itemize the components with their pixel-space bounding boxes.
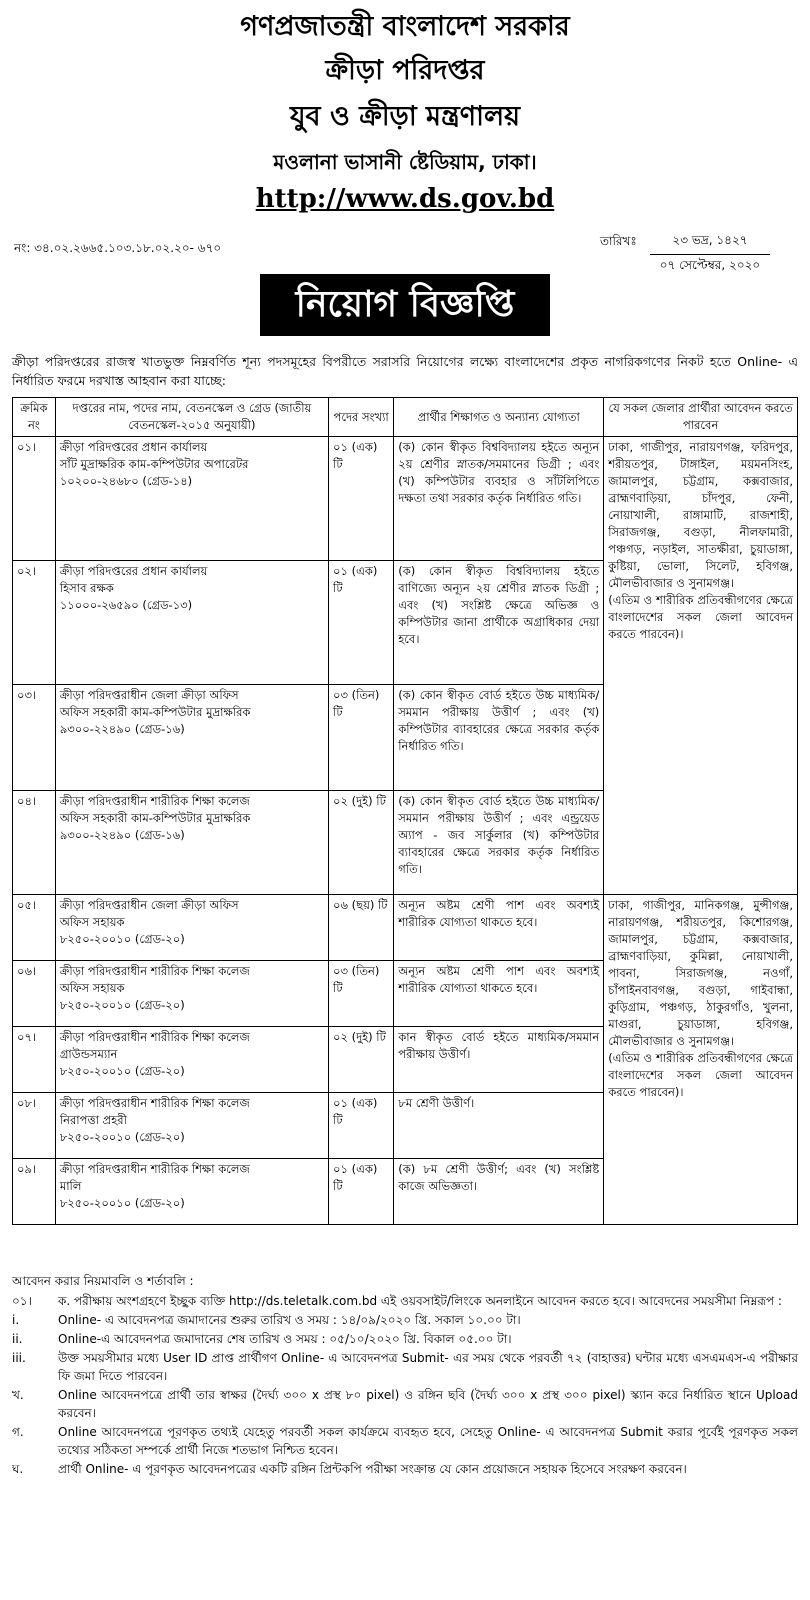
row-count: ০১ (এক) টি [329,1093,394,1159]
districts-list: ঢাকা, গাজীপুর, নারায়ণগঞ্জ, ফরিদপুর, শরীয়তপুর, টাঙ্গাইল, ময়মনসিংহ, জামালপুর, চট্টগ্রাম, কক্সবাজার, ব্রাহ্মণবাড়িয়া, চাঁদপুর, ফেনী, নোয়াখালী, রাঙ্গামাটি, রাজশাহী, সিরাজগঞ্জ, বগুড়া, নীলফামারী, পঞ্চগড়, নড়াইল, সাতক্ষীরা, চুয়াডাঙ্গা, কুষ্টিয়া, ভোলা, সিলেট, হবিগঞ্জ, মৌলভীবাজার ও সুনামগঞ্জ। [608,440,793,590]
post-title: অফিস সহায়ক [59,981,125,995]
rule-item [12,1292,798,1310]
districts-note: (এতিম ও শারীরিক প্রতিবন্ধীগণের ক্ষেত্রে বাংলাদেশের সকল জেলা আবেদন করতে পারবেন)। [608,1051,793,1099]
rule-text: Online-এ আবেদনপত্র জমাদানের শেষ তারিখ ও সময় : ০৫/১০/২০২০ খ্রি. বিকাল ০৫.০০ টা। [58,1332,512,1346]
table-row [13,895,798,961]
row-post [55,437,328,561]
post-office: ক্রীড়া পরিদপ্তরাধীন শারীরিক শিক্ষা কলেজ [59,794,250,808]
row-post [55,791,328,895]
rule-mark: iii. [12,1351,26,1365]
date-label: তারিখঃ [600,234,637,248]
row-qualification: (ক) কোন স্বীকৃত বিশ্ববিদ্যালয় হইতে অন্যূন ২য় শ্রেণীর স্নাতক/সমমানের ডিগ্রী ; এবং (খ) কম্পিউটার ব্যবহার ও সাঁটলিপিতে দক্ষতা তথা সরকার কর্তৃক নির্ধারিত গতি। [394,437,604,561]
post-scale: ৮২৫০-২০০১০ (গ্রেড-২০) [59,998,185,1012]
post-title: নিরাপত্তা প্রহরী [59,1113,127,1127]
rule-mark: ঘ. [12,1462,24,1476]
districts-note: (এতিম ও শারীরিক প্রতিবন্ধীগণের ক্ষেত্রে বাংলাদেশের সকল জেলা আবেদন করতে পারবেন)। [608,593,793,641]
row-qualification: (ক) কোন স্বীকৃত বোর্ড হইতে উচ্চ মাধ্যমিক/সমমান পরীক্ষায় উত্তীর্ণ ; এবং (খ) কম্পিউটার ব্যাবহারের ক্ষেত্রে সরকার কর্তৃক নির্ধারিত গতি। [394,685,604,791]
row-count: ০৩ (তিন) টি [329,685,394,791]
rule-text: প্রার্থী Online- এ পূরণকৃত আবেদনপত্রের একটি রঙ্গিন প্রিন্টকপি পরীক্ষা সংক্রান্ত যে কোন প্রয়োজনে সহায়ক হিসেবে সংরক্ষণ করবেন। [58,1462,687,1476]
post-title: অফিস সহায়ক [59,915,125,929]
row-post [55,1093,328,1159]
row-qualification: (ক) ৮ম শ্রেণী উত্তীর্ণ; এবং (খ) সংশ্লিষ্ট কাজে অভিজ্ঞতা। [394,1159,604,1225]
date-bangla: ২৩ ভদ্র, ১৪২৭ [650,232,770,255]
row-post [55,1027,328,1093]
rule-mark: গ. [12,1425,24,1439]
row-post [55,561,328,685]
post-scale: ১১০০০-২৬৫৯০ (গ্রেড-১৩) [59,598,193,612]
row-count: ০১ (এক) টি [329,561,394,685]
rule-item [12,1386,798,1422]
row-serial: ০৫। [13,895,56,961]
header-ministry: যুব ও ক্রীড়া মন্ত্রণালয় [290,101,520,132]
post-office: ক্রীড়া পরিদপ্তরাধীন শারীরিক শিক্ষা কলেজ [59,964,250,978]
rule-mark: ০১। [12,1294,32,1308]
col-header-qualification: প্রার্থীর শিক্ষাগত ও অন্যান্য যোগ্যতা [394,398,604,437]
post-title: অফিস সহকারী কাম-কম্পিউটার মুদ্রাক্ষরিক [59,811,251,825]
post-office: ক্রীড়া পরিদপ্তরাধীন জেলা ক্রীড়া অফিস [59,898,239,912]
header-department: ক্রীড়া পরিদপ্তর [325,55,485,86]
post-scale: ১০২০০-২৪৬৮০ (গ্রেড-১৪) [59,474,193,488]
col-header-districts: যে সকল জেলার প্রার্থীরা আবেদন করতে পারবেন [604,398,798,437]
row-qualification: কান স্বীকৃত বোর্ড হইতে মাধ্যমিক/সমমান পরীক্ষায় উত্তীর্ণ। [394,1027,604,1093]
row-qualification: অন্যূন অষ্টম শ্রেণী পাশ এবং অবশ্যই শারীরিক যোগ্যতা থাকতে হবে। [394,895,604,961]
post-office: ক্রীড়া পরিদপ্তরাধীন শারীরিক শিক্ষা কলেজ [59,1096,250,1110]
table-header-row [13,398,798,437]
post-office: ক্রীড়া পরিদপ্তরের প্রধান কার্যালয় [59,440,208,454]
rule-item [12,1460,798,1478]
intro-paragraph: ক্রীড়া পরিদপ্তরের রাজস্ব খাতভুক্ত নিম্নবর্ণিত শূন্য পদসমূহের বিপরীতে সরাসরি নিয়োগের লক্ষ্যে বাংলাদেশের প্রকৃত নাগরিকগণের নিকট হতে Online- এ নির্ধারিত ফরমে দরখাস্ত আহবান করা যাচ্ছে: [12,354,798,388]
row-qualification: ৮ম শ্রেণী উত্তীর্ণ। [394,1093,604,1159]
header-address: মওলানা ভাসানী ষ্টেডিয়াম, ঢাকা। [273,150,537,174]
rule-text: Online আবেদনপত্রে পূরণকৃত তথ্যই যেহেতু পরবর্তী সকল কার্যক্রমে ব্যবহৃত হবে, সেহেতু Online- এ আবেদনপত্র Submit করার পূর্বেই পূরণকৃত সকল তথ্যের সঠিকতা সম্পর্কে প্রার্থী নিজে শতভাগ নিশ্চিত হবেন। [58,1425,798,1457]
row-serial: ০৮। [13,1093,56,1159]
post-scale: ৮২৫০-২০০১০ (গ্রেড-২০) [59,1196,185,1210]
row-serial: ০৯। [13,1159,56,1225]
rule-text: Online আবেদনপত্রে প্রার্থী তার স্বাক্ষর (দৈর্ঘ্য ৩০০ x প্রস্থ ৮০ pixel) ও রঙ্গিন ছবি (দৈর্ঘ্য ৩০০ x প্রস্থ ৩০০ pixel) স্ক্যান করে নির্ধারিত স্থানে Upload করবেন। [58,1388,798,1420]
row-serial: ০৬। [13,961,56,1027]
rule-item [12,1423,798,1459]
rule-mark: ii. [12,1332,23,1346]
rule-text: Online- এ আবেদনপত্র জমাদানের শুরুর তারিখ ও সময় : ১৪/০৯/২০২০ খ্রি. সকাল ১০.০০ টা। [58,1313,521,1327]
post-scale: ৮২৫০-২০০১০ (গ্রেড-২০) [59,932,185,946]
rule-item [12,1330,798,1348]
row-count: ০২ (দুই) টি [329,791,394,895]
post-title: হিসাব রক্ষক [59,581,114,595]
post-scale: ৮২৫০-২০০১০ (গ্রেড-২০) [59,1064,185,1078]
row-post [55,961,328,1027]
header-website-link[interactable]: http://www.ds.gov.bd [255,184,555,214]
row-serial: ০৩। [13,685,56,791]
table-row [13,437,798,561]
rule-text: উক্ত সময়সীমার মধ্যে User ID প্রাপ্ত প্রার্থীগণ Online- এ আবেদনপত্র Submit- এর সময় থেকে পরবর্তী ৭২ (বাহাত্তর) ঘন্টার মধ্যে এসএমএস-এ পরীক্ষার ফি জমা দিতে পারবেন। [58,1351,798,1383]
row-serial: ০৭। [13,1027,56,1093]
post-title: গ্রাউন্ডসম্যান [59,1047,118,1061]
row-qualification: অন্যূন অষ্টম শ্রেণী পাশ এবং অবশ্যই শারীরিক যোগ্যতা থাকতে হবে। [394,961,604,1027]
post-scale: ৯৩০০-২২৪৯০ (গ্রেড-১৬) [59,722,185,736]
row-serial: ০২। [13,561,56,685]
row-count: ০৩ (তিন) টি [329,961,394,1027]
col-header-serial: ক্রমিক নং [13,398,56,437]
districts-group-2 [604,895,798,1225]
rule-item [12,1349,798,1385]
date-english: ০৭ সেপ্টেম্বর, ২০২০ [659,258,761,272]
row-post [55,895,328,961]
row-qualification: (ক) কোন স্বীকৃত বিশ্ববিদ্যালয় হইতে বাণিজ্যে অন্যূন ২য় শ্রেণীর স্নাতক ডিগ্রী ; এবং (খ) সংশ্লিষ্ট ক্ষেত্রে অভিজ্ঞ ও কম্পিউটার জানা প্রার্থীকে অগ্রাধিকার দেয়া হবে। [394,561,604,685]
notice-title-banner: নিয়োগ বিজ্ঞপ্তি [260,274,550,336]
post-scale: ৮২৫০-২০০১০ (গ্রেড-২০) [59,1130,185,1144]
row-count: ০৬ (ছয়) টি [329,895,394,961]
post-title: অফিস সহকারী কাম-কম্পিউটার মুদ্রাক্ষরিক [59,705,251,719]
post-office: ক্রীড়া পরিদপ্তরাধীন শারীরিক শিক্ষা কলেজ [59,1162,250,1176]
post-office: ক্রীড়া পরিদপ্তরাধীন শারীরিক শিক্ষা কলেজ [59,1030,250,1044]
rule-text: ক. পরীক্ষায় অংশগ্রহণে ইচ্ছুক ব্যক্তি http://ds.teletalk.com.bd এই ওয়বসাইট/লিংকে অনলাইনে আবেদন করতে হবে। আবেদনের সময়সীমা নিম্নরূপ : [58,1294,782,1308]
row-serial: ০১। [13,437,56,561]
row-count: ০২ (দুই) টি [329,1027,394,1093]
post-office: ক্রীড়া পরিদপ্তরাধীন জেলা ক্রীড়া অফিস [59,688,239,702]
post-title: মালি [59,1179,82,1193]
post-office: ক্রীড়া পরিদপ্তরের প্রধান কার্যালয় [59,564,208,578]
row-count: ০১ (এক) টি [329,437,394,561]
post-title: সাঁট মুদ্রাক্ষরিক কাম-কম্পিউটার অপারেটর [59,457,249,471]
row-post [55,685,328,791]
row-serial: ০৪। [13,791,56,895]
row-post [55,1159,328,1225]
col-header-count: পদের সংখ্যা [329,398,394,437]
rule-mark: i. [12,1313,20,1327]
rule-mark: খ. [12,1388,24,1402]
districts-list: ঢাকা, গাজীপুর, মানিকগঞ্জ, মুন্সীগঞ্জ, নারায়ণগঞ্জ, শরীয়তপুর, কিশোরগঞ্জ, জামালপুর, চট্টগ্রাম, কক্সবাজার, ব্রাহ্মণবাড়িয়া, কুমিল্লা, নোয়াখালী, পাবনা, সিরাজগঞ্জ, নওগাঁ, চাঁপাইনবাবগঞ্জ, বগুড়া, গাইবান্ধা, কুড়িগ্রাম, পঞ্চগড়, ঠাকুরগাঁও, খুলনা, মাগুরা, চুয়াডাঙ্গা, হবিগঞ্জ, মৌলভীবাজার ও সুনামগঞ্জ। [608,898,793,1048]
vacancy-table [12,397,798,1225]
districts-group-1 [604,437,798,895]
row-count: ০১ (এক) টি [329,1159,394,1225]
rule-item [12,1311,798,1329]
application-rules [12,1272,798,1479]
row-qualification: (ক) কোন স্বীকৃত বোর্ড হইতে উচ্চ মাধ্যমিক/সমমান পরীক্ষায় উত্তীর্ণ ; এবং এন্ড্রয়েড অ্যাপ - জব সার্কুলার (খ) কম্পিউটার ব্যাবহারের ক্ষেত্রে সরকার কর্তৃক নির্ধারিত গতি। [394,791,604,895]
memo-reference: নং: ৩৪.০২.২৬৬৫.১০৩.১৮.০২.২০- ৬৭০ [14,241,222,255]
col-header-post: দপ্তরের নাম, পদের নাম, বেতনস্কেল ও গ্রেড (জাতীয় বেতনস্কেল-২০১৫ অনুযায়ী) [55,398,328,437]
header-government: গণপ্রজাতন্ত্রী বাংলাদেশ সরকার [240,11,570,42]
rules-heading: আবেদন করার নিয়মাবলি ও শর্তাবলি : [12,1274,194,1288]
post-scale: ৯৩০০-২২৪৯০ (গ্রেড-১৬) [59,828,185,842]
